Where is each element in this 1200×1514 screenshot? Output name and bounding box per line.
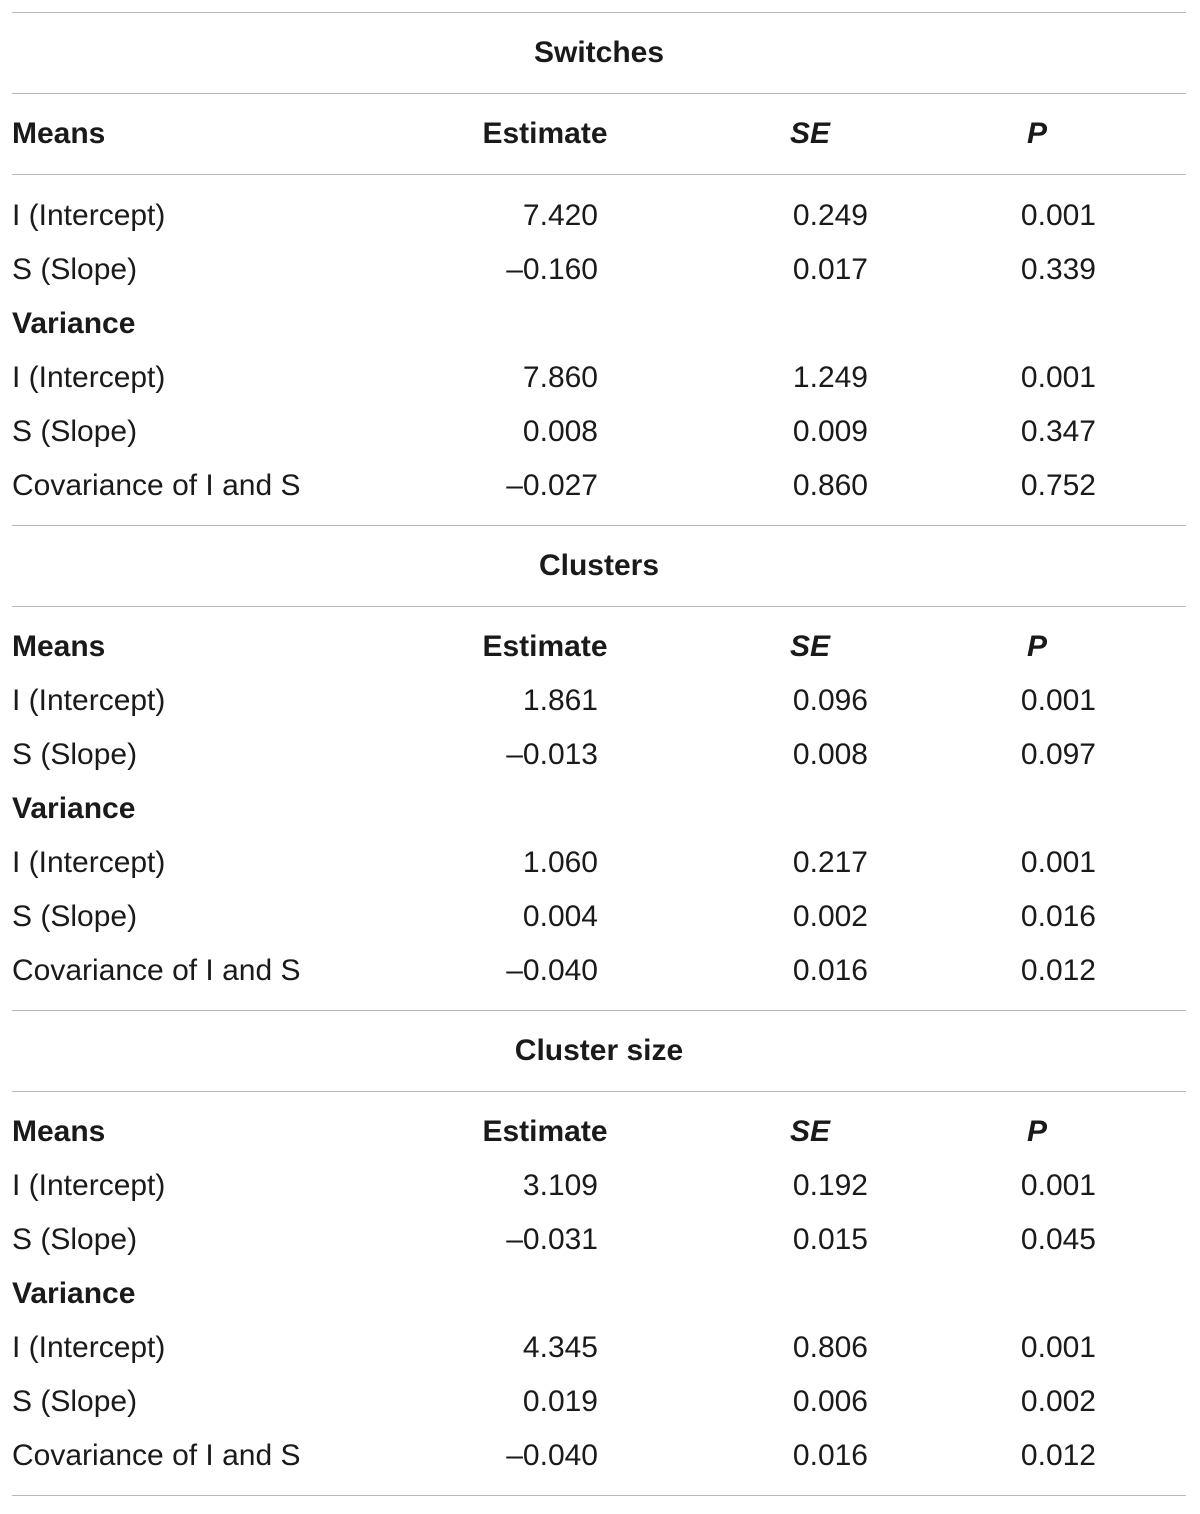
- row-label: S (Slope): [12, 738, 138, 771]
- row-label: S (Slope): [12, 900, 138, 933]
- table-row: [12, 459, 1186, 513]
- se-value: 0.806: [792, 1331, 868, 1364]
- se-value: 0.016: [792, 1439, 868, 1472]
- se-value: 0.096: [792, 684, 868, 717]
- table-row: [12, 1429, 1186, 1483]
- se-header: SE: [789, 1115, 831, 1148]
- variance-label: Variance: [12, 792, 136, 825]
- p-value: 0.001: [1020, 199, 1096, 232]
- p-header: P: [1026, 1115, 1047, 1148]
- variance-label: Variance: [12, 1277, 136, 1310]
- variance-row: [12, 1267, 1186, 1321]
- table-row: [12, 1321, 1186, 1375]
- se-value: 0.017: [792, 253, 868, 286]
- se-value: 0.217: [792, 846, 868, 879]
- row-label: I (Intercept): [12, 846, 166, 879]
- estimate-value: 0.019: [522, 1385, 598, 1418]
- row-label: I (Intercept): [12, 199, 166, 232]
- estimate-value: 7.420: [522, 199, 598, 232]
- estimate-value: –0.160: [506, 253, 598, 286]
- results-table: [12, 0, 1186, 1496]
- estimate-value: 1.861: [522, 684, 598, 717]
- section-title-cluster-size: Cluster size: [514, 1034, 684, 1067]
- section-title-clusters: Clusters: [538, 549, 660, 582]
- table-row: [12, 405, 1186, 459]
- p-value: 0.097: [1020, 738, 1096, 771]
- p-value: 0.752: [1020, 469, 1096, 502]
- means-label: Means: [12, 117, 106, 150]
- table-row: [12, 1375, 1186, 1429]
- table-row: [12, 728, 1186, 782]
- table-row: [12, 836, 1186, 890]
- p-value: 0.001: [1020, 1331, 1096, 1364]
- p-header: P: [1026, 117, 1047, 150]
- se-value: 0.015: [792, 1223, 868, 1256]
- se-value: 0.192: [792, 1169, 868, 1202]
- se-value: 0.008: [792, 738, 868, 771]
- variance-row: [12, 297, 1186, 351]
- p-value: 0.002: [1020, 1385, 1096, 1418]
- table-row: [12, 674, 1186, 728]
- p-value: 0.001: [1020, 361, 1096, 394]
- table-row: [12, 890, 1186, 944]
- row-label: Covariance of I and S: [12, 469, 301, 502]
- variance-row: [12, 782, 1186, 836]
- means-label: Means: [12, 1115, 106, 1148]
- row-label: S (Slope): [12, 1223, 138, 1256]
- variance-label: Variance: [12, 307, 136, 340]
- p-value: 0.012: [1020, 954, 1096, 987]
- estimate-header: Estimate: [482, 117, 608, 150]
- estimate-value: –0.013: [506, 738, 598, 771]
- header-row: [12, 94, 1186, 174]
- table-row: [12, 189, 1186, 243]
- row-label: S (Slope): [12, 253, 138, 286]
- estimate-value: 3.109: [522, 1169, 598, 1202]
- p-value: 0.001: [1020, 1169, 1096, 1202]
- p-value: 0.016: [1020, 900, 1096, 933]
- p-value: 0.045: [1020, 1223, 1096, 1256]
- row-label: Covariance of I and S: [12, 1439, 301, 1472]
- se-header: SE: [789, 630, 831, 663]
- table-row: [12, 243, 1186, 297]
- estimate-value: 0.008: [522, 415, 598, 448]
- row-label: I (Intercept): [12, 361, 166, 394]
- table-row: [12, 1213, 1186, 1267]
- table-row: [12, 351, 1186, 405]
- se-header: SE: [789, 117, 831, 150]
- se-value: 0.860: [792, 469, 868, 502]
- section-title-switches: Switches: [533, 36, 665, 69]
- row-label: I (Intercept): [12, 1331, 166, 1364]
- row-label: S (Slope): [12, 415, 138, 448]
- means-label: Means: [12, 630, 106, 663]
- se-value: 0.009: [792, 415, 868, 448]
- se-value: 0.002: [792, 900, 868, 933]
- row-label: S (Slope): [12, 1385, 138, 1418]
- estimate-value: –0.040: [506, 954, 598, 987]
- row-label: I (Intercept): [12, 684, 166, 717]
- p-value: 0.347: [1020, 415, 1096, 448]
- row-label: Covariance of I and S: [12, 954, 301, 987]
- estimate-value: 1.060: [522, 846, 598, 879]
- se-value: 0.006: [792, 1385, 868, 1418]
- se-value: 1.249: [792, 361, 868, 394]
- row-label: I (Intercept): [12, 1169, 166, 1202]
- p-value: 0.001: [1020, 846, 1096, 879]
- p-header: P: [1026, 630, 1047, 663]
- estimate-value: –0.040: [506, 1439, 598, 1472]
- p-value: 0.339: [1020, 253, 1096, 286]
- estimate-value: 7.860: [522, 361, 598, 394]
- p-value: 0.012: [1020, 1439, 1096, 1472]
- se-value: 0.249: [792, 199, 868, 232]
- estimate-value: –0.027: [506, 469, 598, 502]
- estimate-header: Estimate: [482, 630, 608, 663]
- estimate-header: Estimate: [482, 1115, 608, 1148]
- table-row: [12, 1159, 1186, 1213]
- p-value: 0.001: [1020, 684, 1096, 717]
- se-value: 0.016: [792, 954, 868, 987]
- estimate-value: 4.345: [522, 1331, 598, 1364]
- bottom-rule: [12, 1495, 1186, 1496]
- estimate-value: –0.031: [506, 1223, 598, 1256]
- table-row: [12, 944, 1186, 998]
- estimate-value: 0.004: [522, 900, 598, 933]
